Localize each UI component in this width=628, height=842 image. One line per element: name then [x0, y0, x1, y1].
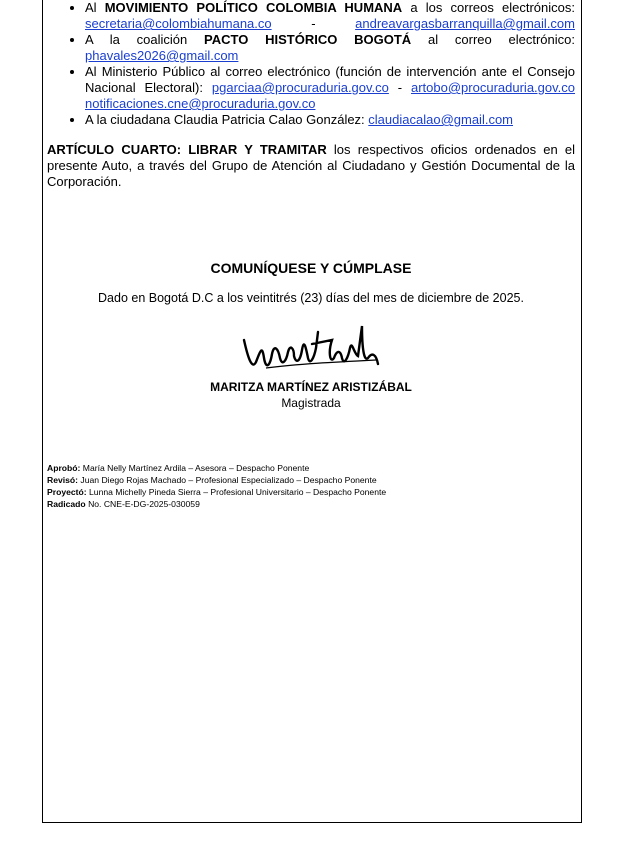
email-link[interactable]: secretaria@colombiahumana.co [85, 16, 272, 31]
footer-line: Proyectó: Lunna Michelly Pineda Sierra – Profesional Universitario – Despacho Ponente [47, 487, 387, 497]
list-item: • Al Ministerio Público al correo electrónico (función de intervención ante el Consejo Nacional Electoral): pgarciaa@procuraduria.gov.co - artobo@procuraduria.gov.co notificaciones.cne@procuraduria.gov.co [85, 64, 575, 112]
list-item: • Al MOVIMIENTO POLÍTICO COLOMBIA HUMANA a los correos electrónicos: secretaria@colombiahumana.co - andreavargasbarranquilla@gmail.com [85, 0, 575, 32]
party-name: PACTO HISTÓRICO BOGOTÁ [204, 32, 412, 47]
footer-line: Aprobó: María Nelly Martínez Ardila – Asesora – Despacho Ponente [47, 463, 310, 473]
closing-title: COMUNÍQUESE Y CÚMPLASE [210, 260, 412, 276]
footer-line: Revisó: Juan Diego Rojas Machado – Profesional Especializado – Despacho Ponente [47, 475, 377, 485]
notification-list [47, 0, 575, 128]
signer-role: Magistrada [281, 396, 341, 410]
list-item: • A la coalición PACTO HISTÓRICO BOGOTÁ al correo electrónico: phavales2026@gmail.com [85, 32, 575, 64]
footer-line: Radicado No. CNE-E-DG-2025-030059 [47, 499, 200, 509]
email-link[interactable]: notificaciones.cne@procuraduria.gov.co [85, 96, 316, 111]
document-body [47, 0, 575, 190]
email-link[interactable]: andreavargasbarranquilla@gmail.com [355, 16, 575, 31]
approval-footer [47, 462, 386, 510]
email-link[interactable]: claudiacalao@gmail.com [368, 112, 514, 127]
email-link[interactable]: artobo@procuraduria.gov.co [411, 80, 575, 95]
signature [236, 318, 386, 378]
email-link[interactable]: pgarciaa@procuraduria.gov.co [211, 80, 389, 95]
article-paragraph: ARTÍCULO CUARTO: LIBRAR Y TRAMITAR los respectivos oficios ordenados en el presente Auto, a través del Grupo de Atención al Ciudadano y Gestión Documental de la Corporación. [47, 142, 575, 189]
email-link[interactable]: phavales2026@gmail.com [85, 48, 239, 63]
list-item: • A la ciudadana Claudia Patricia Calao González: claudiacalao@gmail.com [85, 112, 575, 128]
signer-name: MARITZA MARTÍNEZ ARISTIZÁBAL [210, 380, 412, 394]
date-line: Dado en Bogotá D.C a los veintitrés (23) días del mes de diciembre de 2025. [98, 291, 524, 305]
party-name: MOVIMIENTO POLÍTICO COLOMBIA HUMANA [104, 0, 403, 15]
